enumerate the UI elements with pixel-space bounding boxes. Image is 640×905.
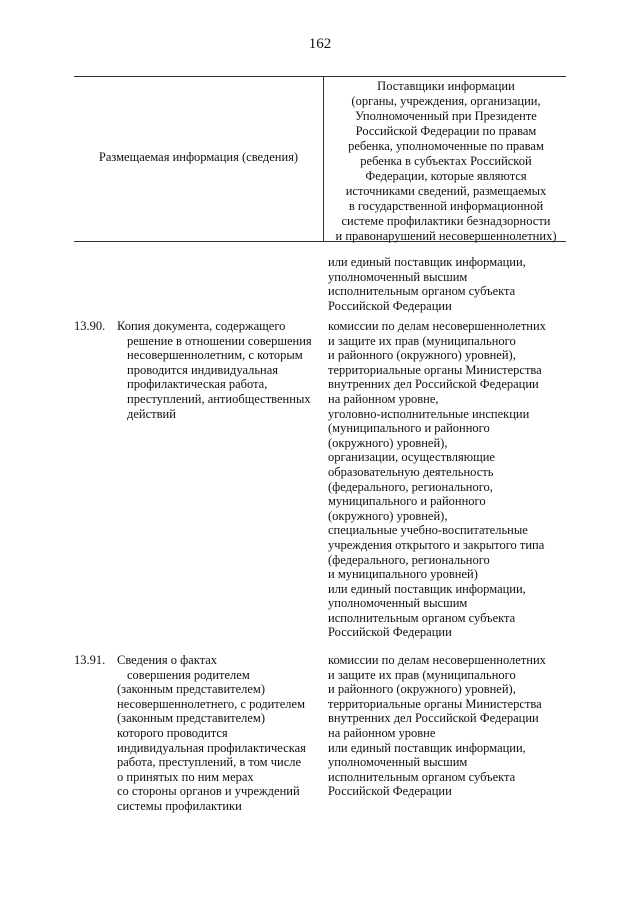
- provider-line: (окружного) уровней),: [328, 508, 448, 523]
- info-line: со стороны органов и учреждений: [117, 784, 300, 799]
- provider-line: (окружного) уровней),: [328, 435, 448, 450]
- provider-line: на районном уровне: [328, 725, 436, 740]
- info-line: (законным представителем): [117, 711, 266, 726]
- provider-line: уголовно-исполнительные инспекции: [328, 406, 530, 421]
- header-line: Российской Федерации по правам: [355, 124, 537, 138]
- info-line: проводится индивидуальная: [127, 362, 279, 377]
- row-number: 13.90.: [74, 319, 106, 333]
- provider-line: учреждения открытого и закрытого типа: [328, 537, 545, 552]
- row-providers: [328, 319, 566, 640]
- row-info: [117, 653, 317, 814]
- info-line: системы профилактики: [117, 798, 242, 813]
- continuation-providers: [328, 255, 566, 313]
- info-line: о принятых по ним мерах: [117, 769, 254, 784]
- info-line: которого проводится: [117, 725, 228, 740]
- page-number: 162: [308, 36, 332, 52]
- header-line: системе профилактики безнадзорности: [341, 214, 551, 228]
- provider-line: образовательную деятельность: [328, 464, 494, 479]
- provider-line: на районном уровне,: [328, 391, 439, 406]
- column-header-providers: [326, 79, 566, 244]
- header-line: источниками сведений, размещаемых: [345, 184, 547, 198]
- header-line: (органы, учреждения, организации,: [351, 94, 541, 108]
- provider-line: организации, осуществляющие: [328, 450, 495, 465]
- provider-line: и муниципального уровней): [328, 567, 478, 582]
- provider-line: (федерального, регионального,: [328, 479, 493, 494]
- info-line: несовершеннолетнего, с родителем: [117, 696, 305, 711]
- info-line: несовершеннолетним, с которым: [127, 348, 303, 363]
- info-line: действий: [127, 406, 176, 421]
- provider-line: Российской Федерации: [328, 625, 452, 640]
- row-info: [117, 319, 317, 421]
- provider-line: специальные учебно-воспитательные: [328, 523, 528, 538]
- header-column-divider: [323, 76, 324, 241]
- info-line: Копия документа, содержащего: [117, 319, 286, 333]
- info-line: работа, преступлений, в том числе: [117, 755, 302, 770]
- header-line: Федерации, которые являются: [365, 169, 527, 183]
- provider-line: Российской Федерации: [328, 298, 452, 313]
- provider-line: и защите их прав (муниципального: [328, 667, 516, 682]
- provider-line: Российской Федерации: [328, 784, 452, 799]
- info-line: профилактическая работа,: [127, 377, 268, 392]
- provider-line: или единый поставщик информации,: [328, 740, 526, 755]
- provider-line: уполномоченный высшим: [328, 755, 468, 770]
- provider-line: и районного (окружного) уровней),: [328, 348, 516, 363]
- provider-line: комиссии по делам несовершеннолетних: [328, 653, 546, 667]
- info-line: (законным представителем): [117, 682, 266, 697]
- info-line: решение в отношении совершения: [127, 333, 312, 348]
- info-line: Сведения о фактах: [117, 653, 218, 667]
- provider-line: и районного (окружного) уровней),: [328, 682, 516, 697]
- header-line: ребенка, уполномоченные по правам: [348, 139, 544, 153]
- info-line: преступлений, антиобщественных: [127, 391, 311, 406]
- table-top-rule: [74, 76, 566, 77]
- row-number: 13.91.: [74, 653, 106, 667]
- column-header-info: Размещаемая информация (сведения): [98, 150, 299, 164]
- provider-line: муниципального и районного: [328, 494, 486, 509]
- provider-line: внутренних дел Российской Федерации: [328, 711, 539, 726]
- header-line: и правонарушений несовершеннолетних): [335, 229, 557, 243]
- header-line: в государственной информационной: [348, 199, 544, 213]
- provider-line: и защите их прав (муниципального: [328, 333, 516, 348]
- provider-line: исполнительным органом субъекта: [328, 284, 516, 299]
- provider-line: внутренних дел Российской Федерации: [328, 377, 539, 392]
- provider-line: комиссии по делам несовершеннолетних: [328, 319, 546, 333]
- info-line: совершения родителем: [127, 667, 250, 682]
- header-line: Уполномоченный при Президенте: [355, 109, 537, 123]
- row-providers: [328, 653, 566, 799]
- provider-line: уполномоченный высшим: [328, 269, 468, 284]
- provider-line: территориальные органы Министерства: [328, 362, 542, 377]
- provider-line: уполномоченный высшим: [328, 596, 468, 611]
- header-line: ребенка в субъектах Российской: [360, 154, 532, 168]
- info-line: индивидуальная профилактическая: [117, 740, 306, 755]
- provider-line: или единый поставщик информации,: [328, 255, 526, 269]
- provider-line: исполнительным органом субъекта: [328, 769, 516, 784]
- provider-line: (муниципального и районного: [328, 421, 490, 436]
- provider-line: или единый поставщик информации,: [328, 581, 526, 596]
- header-line: Поставщики информации: [377, 79, 515, 93]
- provider-line: (федерального, регионального: [328, 552, 490, 567]
- provider-line: исполнительным органом субъекта: [328, 610, 516, 625]
- provider-line: территориальные органы Министерства: [328, 696, 542, 711]
